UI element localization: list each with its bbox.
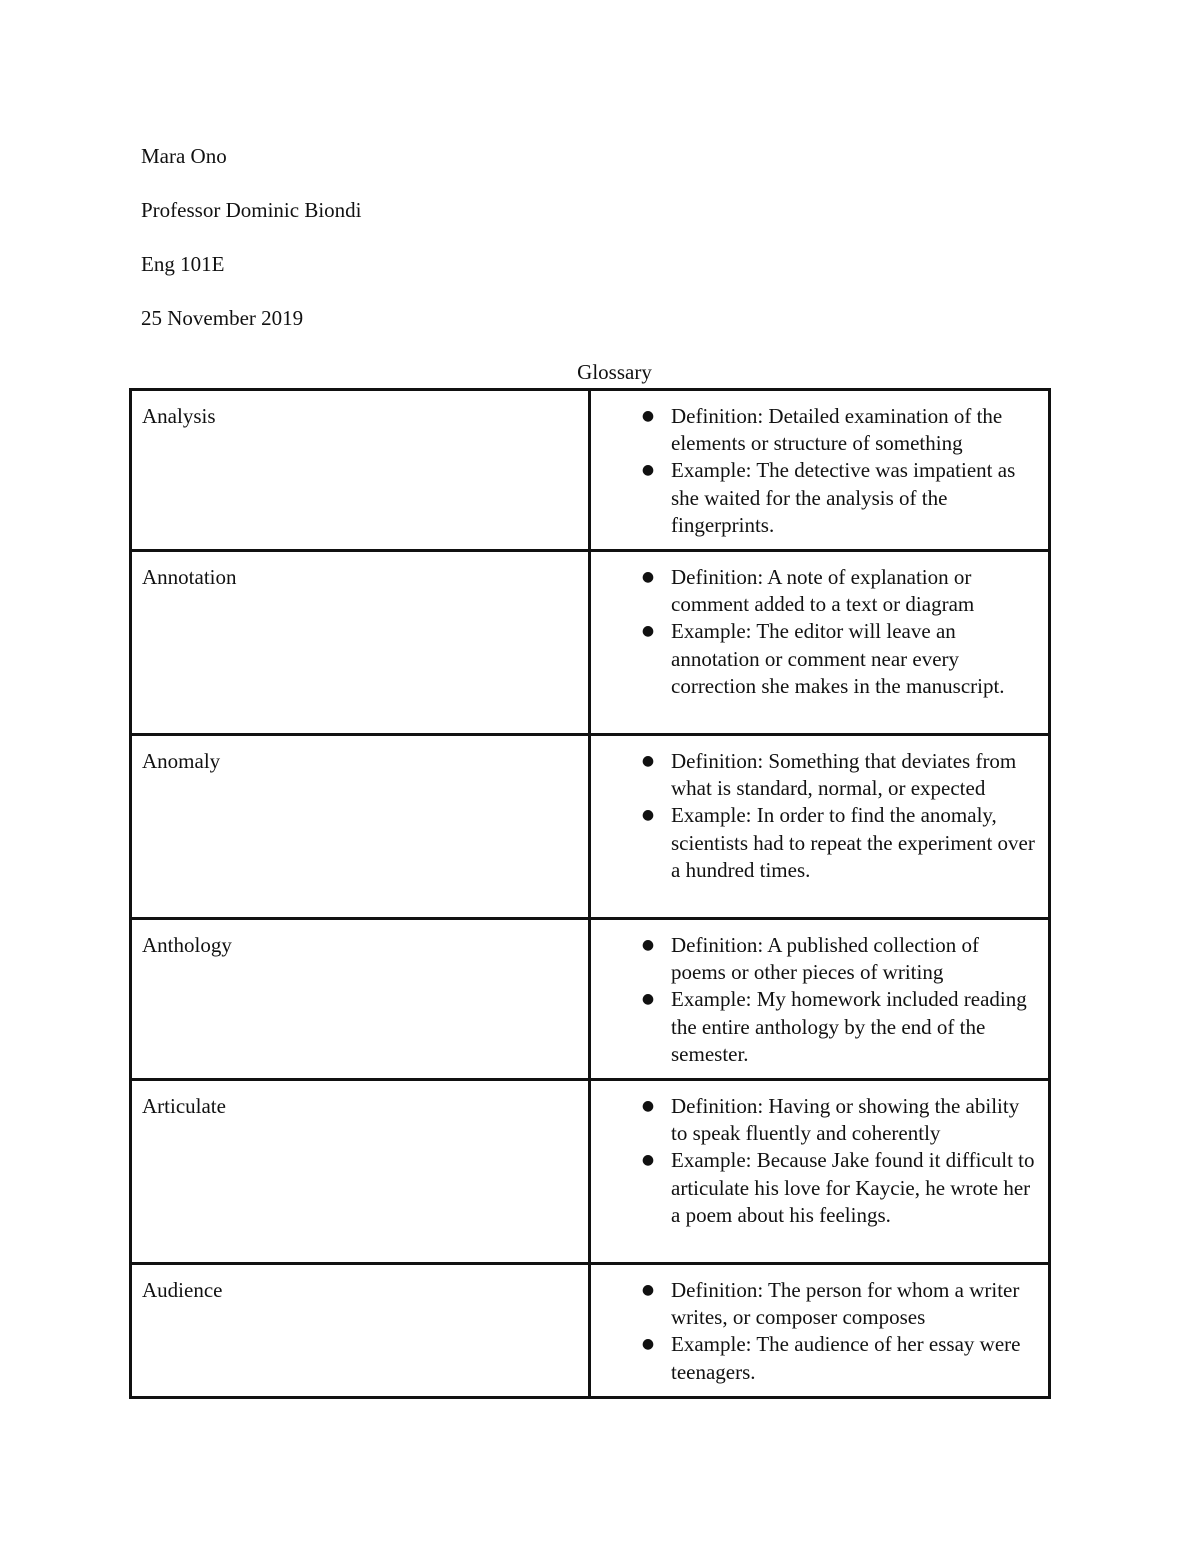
glossary-term: Audience	[131, 1264, 590, 1398]
definition-item	[601, 564, 1038, 618]
example-text: Example: The editor will leave an annotation or comment near every correction she makes in the manuscript.	[671, 619, 1005, 698]
table-row	[131, 1264, 1050, 1398]
glossary-details	[590, 1080, 1050, 1264]
table-row	[131, 1080, 1050, 1264]
bullet-icon: ●	[641, 1152, 655, 1169]
table-row	[131, 919, 1050, 1080]
definition-item	[601, 748, 1038, 802]
course-code: Eng 101E	[141, 252, 225, 276]
definition-text: Definition: Having or showing the ability to speak fluently and coherently	[671, 1094, 1020, 1146]
definition-text: Definition: The person for whom a writer writes, or composer composes	[671, 1278, 1020, 1330]
glossary-details	[590, 735, 1050, 919]
definition-text: Definition: Something that deviates from what is standard, normal, or expected	[671, 749, 1017, 801]
student-name: Mara Ono	[141, 144, 227, 168]
example-text: Example: The audience of her essay were teenagers.	[671, 1332, 1021, 1384]
bullet-icon: ●	[641, 462, 655, 479]
example-text: Example: My homework included reading the entire anthology by the end of the semester.	[671, 987, 1027, 1066]
details-list	[601, 748, 1038, 884]
professor-name: Professor Dominic Biondi	[141, 198, 362, 222]
example-text: Example: The detective was impatient as she waited for the analysis of the fingerprints.	[671, 458, 1016, 537]
glossary-details	[590, 919, 1050, 1080]
example-item	[601, 986, 1038, 1068]
definition-item	[601, 1277, 1038, 1331]
example-item	[601, 457, 1038, 539]
glossary-details	[590, 1264, 1050, 1398]
definition-item	[601, 932, 1038, 986]
details-list	[601, 1093, 1038, 1229]
details-list	[601, 932, 1038, 1068]
glossary-term: Analysis	[131, 390, 590, 551]
glossary-details	[590, 551, 1050, 735]
example-item	[601, 1147, 1038, 1229]
table-row	[131, 551, 1050, 735]
definition-text: Definition: Detailed examination of the elements or structure of something	[671, 404, 1003, 456]
document-date: 25 November 2019	[141, 306, 304, 330]
bullet-icon: ●	[641, 753, 655, 770]
glossary-term: Annotation	[131, 551, 590, 735]
example-item	[601, 618, 1038, 700]
details-list	[601, 403, 1038, 539]
details-list	[601, 564, 1038, 700]
page-title: Glossary	[577, 360, 652, 384]
details-list	[601, 1277, 1038, 1386]
glossary-term: Anthology	[131, 919, 590, 1080]
glossary-term: Articulate	[131, 1080, 590, 1264]
bullet-icon: ●	[641, 807, 655, 824]
table-row	[131, 390, 1050, 551]
bullet-icon: ●	[641, 623, 655, 640]
definition-item	[601, 403, 1038, 457]
bullet-icon: ●	[641, 1336, 655, 1353]
definition-item	[601, 1093, 1038, 1147]
example-text: Example: In order to find the anomaly, scientists had to repeat the experiment over a hundred times.	[671, 803, 1035, 882]
bullet-icon: ●	[641, 1282, 655, 1299]
bullet-icon: ●	[641, 569, 655, 586]
example-text: Example: Because Jake found it difficult to articulate his love for Kaycie, he wrote her a poem about his feelings.	[671, 1148, 1035, 1227]
table-row	[131, 735, 1050, 919]
definition-text: Definition: A note of explanation or comment added to a text or diagram	[671, 565, 975, 617]
example-item	[601, 802, 1038, 884]
glossary-term: Anomaly	[131, 735, 590, 919]
glossary-details	[590, 390, 1050, 551]
example-item	[601, 1331, 1038, 1385]
bullet-icon: ●	[641, 937, 655, 954]
bullet-icon: ●	[641, 991, 655, 1008]
bullet-icon: ●	[641, 408, 655, 424]
glossary-table	[129, 388, 1051, 1399]
bullet-icon: ●	[641, 1098, 655, 1115]
definition-text: Definition: A published collection of poems or other pieces of writing	[671, 933, 979, 985]
